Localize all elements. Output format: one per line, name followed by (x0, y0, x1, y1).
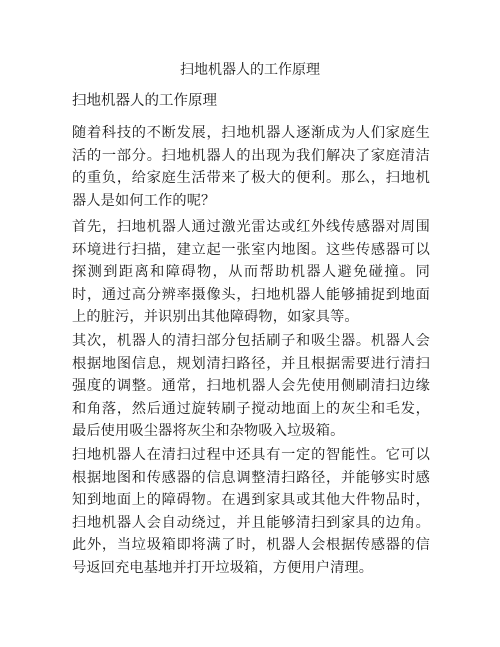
paragraph-sensing: 首先，扫地机器人通过激光雷达或红外线传感器对周围环境进行扫描，建立起一张室内地图。这些传感器可以探测到距离和障碍物，从而帮助机器人避免碰撞。同时，通过高分辨率摄像头，扫地机器人能够捕捉到地面上的脏污，并识别出其他障碍物，如家具等。 (72, 219, 430, 326)
document-subtitle: 扫地机器人的工作原理 (72, 93, 217, 109)
paragraph-intelligence: 扫地机器人在清扫过程中还具有一定的智能性。它可以根据地图和传感器的信息调整清扫路径，并能够实时感知到地面上的障碍物。在遇到家具或其他大件物品时，扫地机器人会自动绕过，并且能够清扫到家具的边角。此外，当垃圾箱即将满了时，机器人会根据传感器的信号返回充电基地并打开垃圾箱，方便用户清理。 (72, 447, 430, 576)
paragraph-cleaning: 其次，机器人的清扫部分包括刷子和吸尘器。机器人会根据地图信息，规划清扫路径，并且根据需要进行清扫强度的调整。通常，扫地机器人会先使用侧刷清扫边缘和角落，然后通过旋转刷子搅动地面上的灰尘和毛发，最后使用吸尘器将灰尘和杂物吸入垃圾箱。 (72, 333, 430, 440)
paragraph-intro: 随着科技的不断发展，扫地机器人逐渐成为人们家庭生活的一部分。扫地机器人的出现为我们解决了家庭清洁的重负，给家庭生活带来了极大的便利。那么，扫地机器人是如何工作的呢？ (72, 125, 430, 209)
document-title: 扫地机器人的工作原理 (180, 62, 320, 78)
